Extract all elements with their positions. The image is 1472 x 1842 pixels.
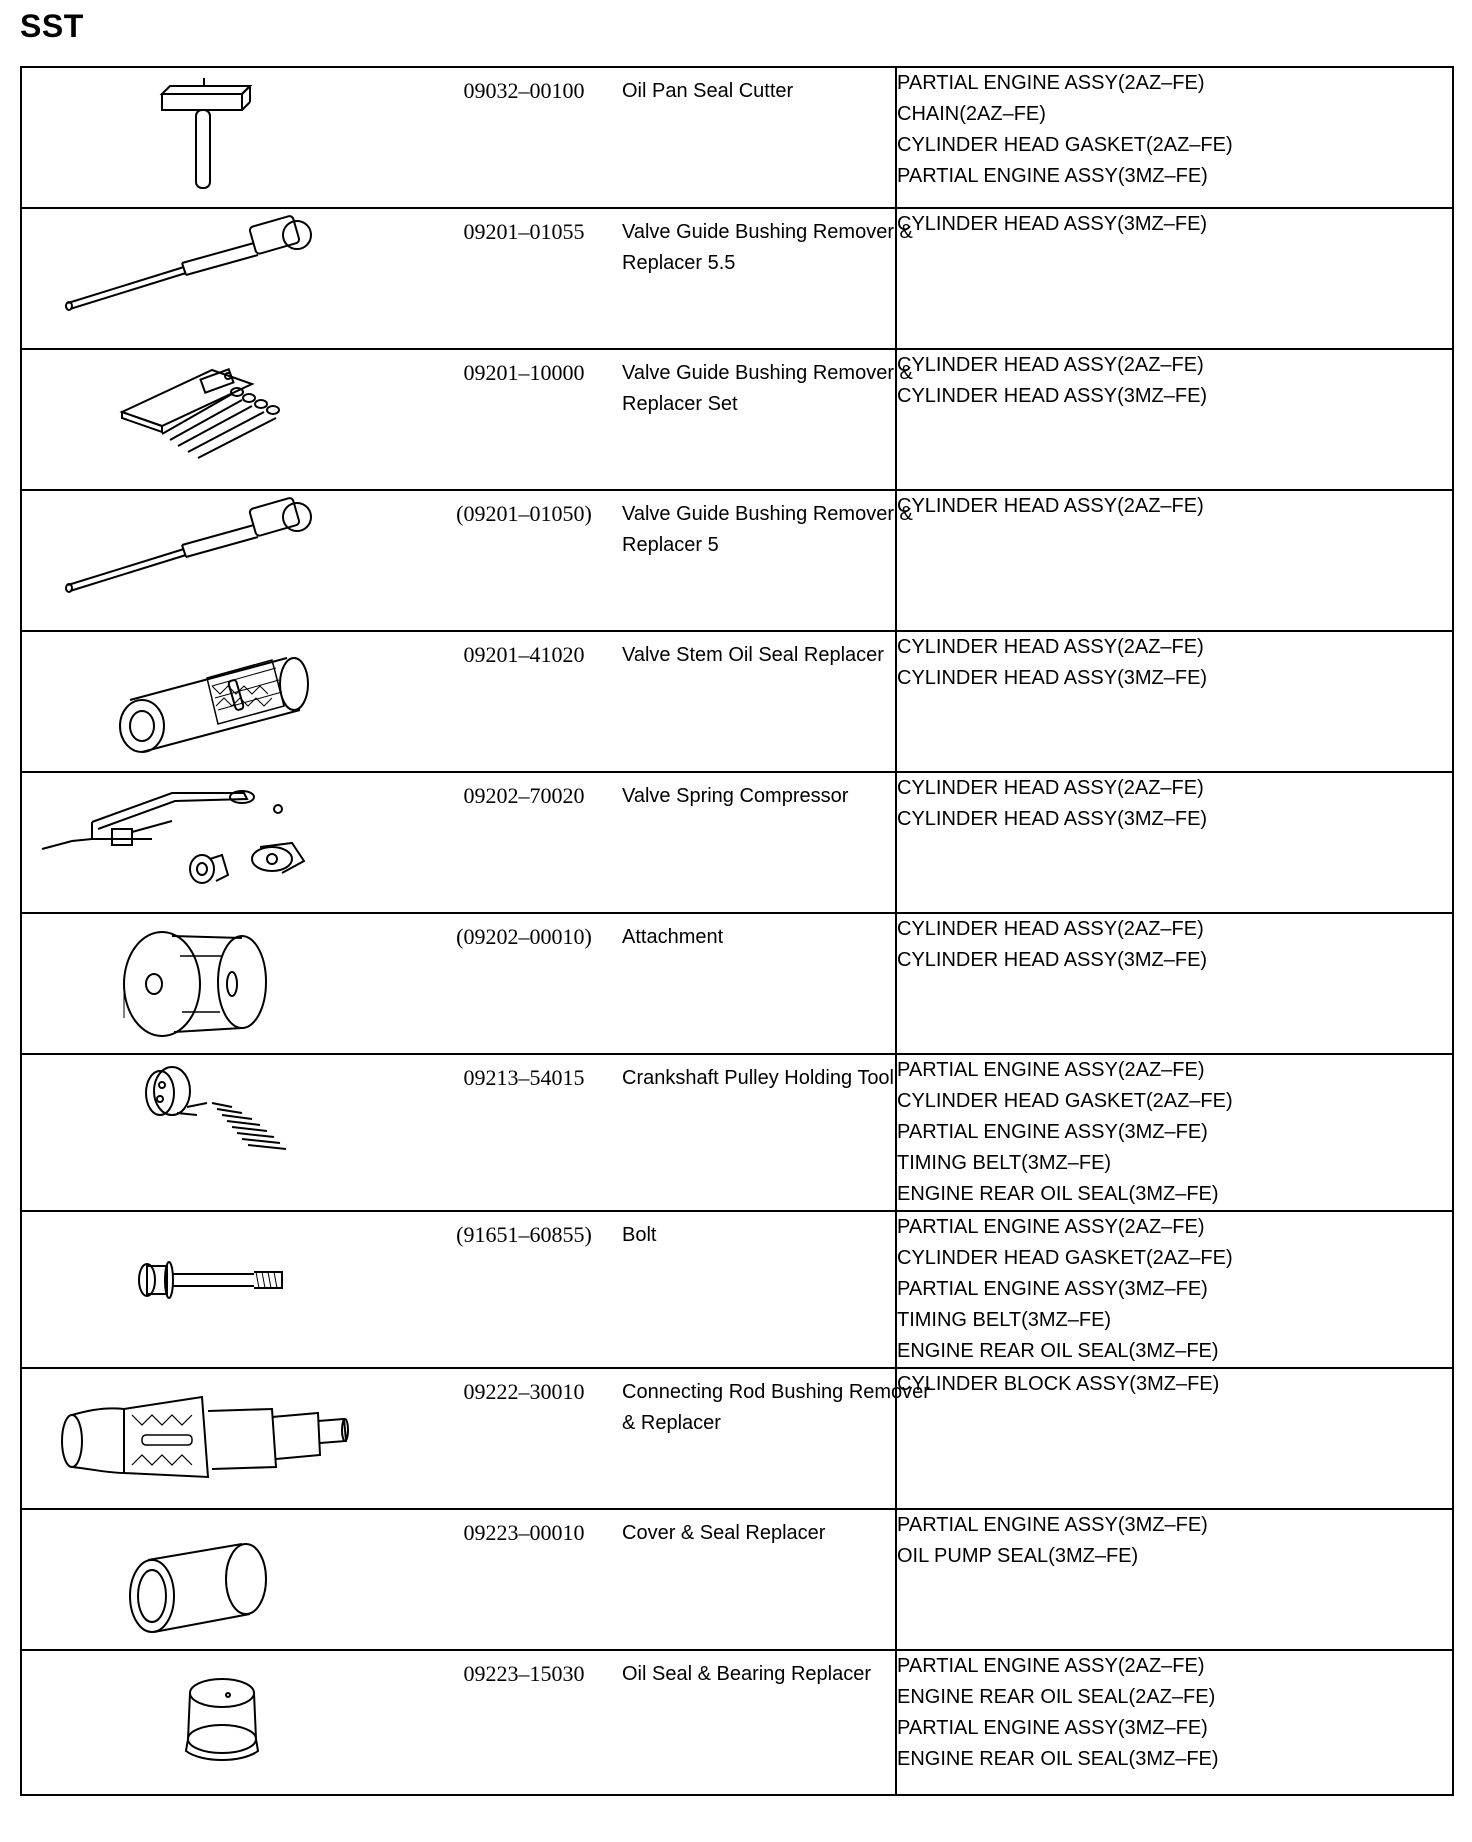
usage-item: PARTIAL ENGINE ASSY(3MZ–FE) <box>897 1514 1208 1536</box>
bushing-replacer-set-icon <box>32 354 412 486</box>
usage-item: CYLINDER HEAD ASSY(3MZ–FE) <box>897 808 1208 830</box>
tool-name <box>622 922 962 953</box>
tool-name-line: Valve Guide Bushing Remover & <box>622 221 913 243</box>
tool-name-line: Cover & Seal Replacer <box>622 1522 826 1544</box>
usage-item: ENGINE REAR OIL SEAL(2AZ–FE) <box>897 1686 1216 1708</box>
tool-name-line: Valve Guide Bushing Remover & <box>622 503 913 525</box>
table-row <box>21 208 1453 349</box>
tool-cell <box>21 1211 896 1368</box>
usage-cell <box>896 1054 1453 1211</box>
table-row <box>21 349 1453 490</box>
usage-item: ENGINE REAR OIL SEAL(3MZ–FE) <box>897 1340 1219 1362</box>
usage-item: TIMING BELT(3MZ–FE) <box>897 1152 1112 1174</box>
tool-cell <box>21 913 896 1054</box>
tool-name <box>622 1063 962 1094</box>
usage-item: CYLINDER HEAD GASKET(2AZ–FE) <box>897 1247 1233 1269</box>
usage-item: CYLINDER HEAD ASSY(2AZ–FE) <box>897 777 1204 799</box>
part-number: (09201–01050) <box>456 501 592 526</box>
usage-item: PARTIAL ENGINE ASSY(2AZ–FE) <box>897 1655 1205 1677</box>
usage-item: TIMING BELT(3MZ–FE) <box>897 1309 1112 1331</box>
tool-name <box>622 1377 962 1439</box>
usage-item: CYLINDER HEAD ASSY(3MZ–FE) <box>897 213 1208 235</box>
tool-cell <box>21 1650 896 1795</box>
tool-name <box>622 499 962 561</box>
tool-name-line: Valve Stem Oil Seal Replacer <box>622 644 884 666</box>
tool-name <box>622 358 962 420</box>
usage-item: CYLINDER HEAD ASSY(3MZ–FE) <box>897 667 1208 689</box>
part-number: 09201–10000 <box>463 360 585 385</box>
valve-guide-bushing-tool-icon <box>32 213 412 345</box>
table-row <box>21 772 1453 913</box>
table-row <box>21 913 1453 1054</box>
crankshaft-pulley-holding-tool-icon <box>32 1059 412 1191</box>
tool-cell <box>21 349 913 490</box>
usage-cell <box>896 1650 1453 1795</box>
tool-cell <box>21 772 896 913</box>
table-row <box>21 1054 1453 1211</box>
valve-spring-compressor-icon <box>32 777 412 909</box>
tool-name-line: & Replacer <box>622 1412 721 1434</box>
usage-cell <box>896 1211 1453 1368</box>
tool-name <box>622 1220 962 1251</box>
usage-item: PARTIAL ENGINE ASSY(2AZ–FE) <box>897 1059 1205 1081</box>
tool-name <box>622 1518 962 1549</box>
usage-item: ENGINE REAR OIL SEAL(3MZ–FE) <box>897 1183 1219 1205</box>
usage-cell <box>896 1509 1453 1650</box>
tool-name <box>622 781 962 812</box>
usage-item: CYLINDER HEAD ASSY(2AZ–FE) <box>897 495 1204 517</box>
tool-name-line: Bolt <box>622 1224 657 1246</box>
usage-item: CYLINDER BLOCK ASSY(3MZ–FE) <box>897 1373 1220 1395</box>
bolt-icon <box>32 1216 412 1348</box>
part-number: 09032–00100 <box>463 78 585 103</box>
usage-cell <box>896 67 1453 208</box>
usage-item: PARTIAL ENGINE ASSY(3MZ–FE) <box>897 1278 1208 1300</box>
part-number: 09223–15030 <box>463 1661 585 1686</box>
table-row <box>21 490 1453 631</box>
part-number: (91651–60855) <box>456 1222 592 1247</box>
tool-name-line: Replacer 5 <box>622 534 719 556</box>
usage-cell <box>896 1368 1453 1509</box>
tool-name <box>622 217 962 279</box>
usage-cell <box>896 772 1453 913</box>
usage-cell <box>896 913 1453 1054</box>
tool-cell <box>21 1509 896 1650</box>
usage-item: CYLINDER HEAD ASSY(3MZ–FE) <box>897 949 1208 971</box>
tool-name-line: Replacer 5.5 <box>622 252 736 274</box>
table-row <box>21 1650 1453 1795</box>
sst-table <box>20 66 1454 1796</box>
part-number: 09201–41020 <box>463 642 585 667</box>
usage-item: PARTIAL ENGINE ASSY(3MZ–FE) <box>897 1717 1208 1739</box>
usage-cell <box>896 631 1453 772</box>
usage-cell <box>896 349 1453 490</box>
tool-name <box>622 76 962 107</box>
connecting-rod-bushing-tool-icon <box>32 1373 412 1505</box>
valve-stem-seal-replacer-icon <box>32 636 412 768</box>
tool-name <box>622 1659 962 1690</box>
usage-item: CYLINDER HEAD ASSY(3MZ–FE) <box>897 385 1208 407</box>
part-number: (09202–00010) <box>456 924 592 949</box>
tool-name-line: Valve Spring Compressor <box>622 785 849 807</box>
part-number: 09202–70020 <box>463 783 585 808</box>
tool-cell <box>21 631 896 772</box>
oil-seal-bearing-replacer-icon <box>32 1655 412 1787</box>
page-title: SST <box>20 8 84 44</box>
usage-item: ENGINE REAR OIL SEAL(3MZ–FE) <box>897 1748 1219 1770</box>
tool-name-line: Oil Pan Seal Cutter <box>622 80 794 102</box>
cover-seal-replacer-icon <box>32 1514 412 1646</box>
tool-cell <box>21 490 913 631</box>
usage-item: PARTIAL ENGINE ASSY(3MZ–FE) <box>897 1121 1208 1143</box>
tool-name-line: Replacer Set <box>622 393 738 415</box>
usage-item: CYLINDER HEAD ASSY(2AZ–FE) <box>897 636 1204 658</box>
part-number: 09213–54015 <box>463 1065 585 1090</box>
tool-cell <box>21 1054 896 1211</box>
table-row <box>21 1368 1453 1509</box>
table-row <box>21 1211 1453 1368</box>
tool-name-line: Connecting Rod Bushing Remover <box>622 1381 930 1403</box>
part-number: 09201–01055 <box>463 219 585 244</box>
oil-pan-seal-cutter-icon <box>32 72 412 204</box>
usage-item: PARTIAL ENGINE ASSY(2AZ–FE) <box>897 1216 1205 1238</box>
usage-cell <box>896 490 1453 631</box>
tool-cell <box>21 1368 930 1509</box>
part-number: 09222–30010 <box>463 1379 585 1404</box>
usage-cell <box>896 208 1453 349</box>
attachment-icon <box>32 918 412 1050</box>
usage-item: CYLINDER HEAD ASSY(2AZ–FE) <box>897 354 1204 376</box>
usage-item: CHAIN(2AZ–FE) <box>897 103 1046 125</box>
usage-item: CYLINDER HEAD GASKET(2AZ–FE) <box>897 1090 1233 1112</box>
table-row <box>21 631 1453 772</box>
usage-item: PARTIAL ENGINE ASSY(2AZ–FE) <box>897 72 1205 94</box>
usage-item: OIL PUMP SEAL(3MZ–FE) <box>897 1545 1139 1567</box>
usage-item: CYLINDER HEAD ASSY(2AZ–FE) <box>897 918 1204 940</box>
tool-name-line: Crankshaft Pulley Holding Tool <box>622 1067 895 1089</box>
tool-name-line: Valve Guide Bushing Remover & <box>622 362 913 384</box>
tool-cell <box>21 208 913 349</box>
valve-guide-bushing-tool-icon <box>32 495 412 627</box>
tool-name-line: Oil Seal & Bearing Replacer <box>622 1663 872 1685</box>
table-row <box>21 67 1453 208</box>
usage-item: CYLINDER HEAD GASKET(2AZ–FE) <box>897 134 1233 156</box>
tool-name-line: Attachment <box>622 926 724 948</box>
tool-name <box>622 640 962 671</box>
part-number: 09223–00010 <box>463 1520 585 1545</box>
tool-cell <box>21 67 896 208</box>
table-row <box>21 1509 1453 1650</box>
usage-item: PARTIAL ENGINE ASSY(3MZ–FE) <box>897 165 1208 187</box>
